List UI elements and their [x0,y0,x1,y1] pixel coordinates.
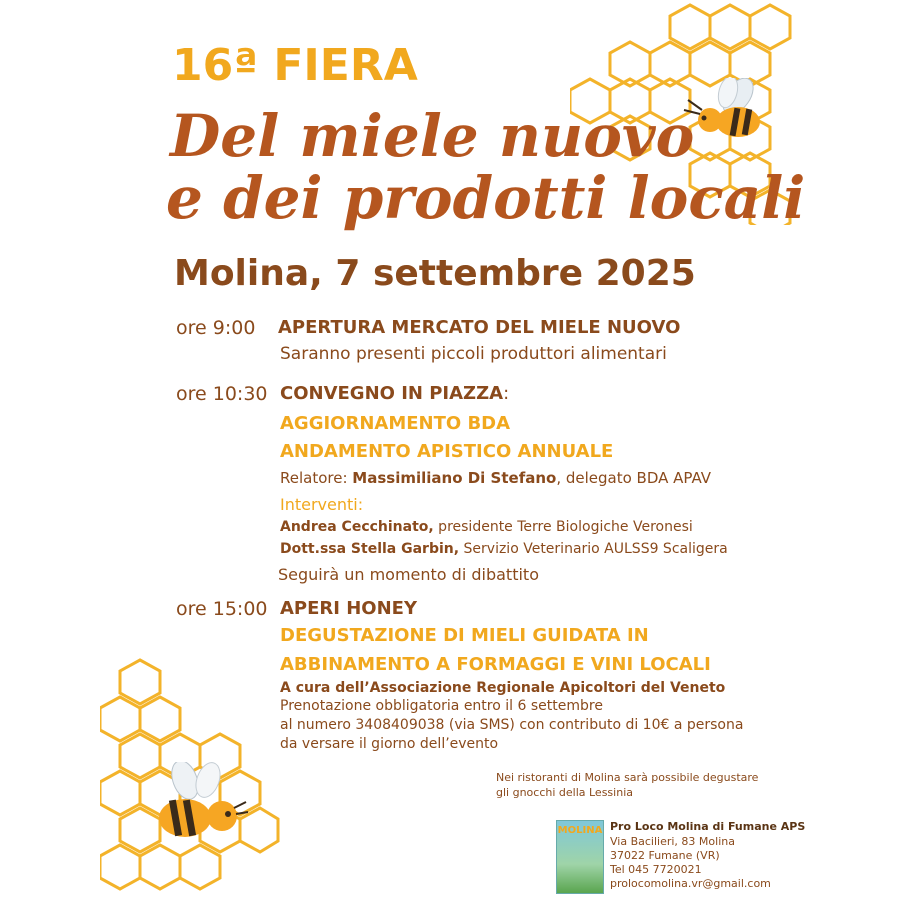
intervento-2 [280,541,728,557]
event1-note: Saranno presenti piccoli produttori alimentari [280,344,667,364]
interventi-label: Interventi: [280,495,364,514]
event2-title [280,383,509,404]
event3-booking1: Prenotazione obbligatoria entro il 6 settembre [280,698,603,714]
event2-topic2: ANDAMENTO APISTICO ANNUALE [280,441,614,462]
event3-organizer: A cura dell’Associazione Regionale Apicoltori del Veneto [280,680,726,696]
org-address1: Via Bacilieri, 83 Molina [610,835,735,848]
int1-name: Andrea Cecchinato, [280,519,434,535]
event2-followup: Seguirà un momento di dibattito [278,565,539,584]
event2-colon: : [503,383,510,404]
int1-role: presidente Terre Biologiche Veronesi [433,519,693,535]
place-date: Molina, 7 settembre 2025 [174,253,696,294]
restaurant-line2: gli gnocchi della Lessinia [496,786,633,799]
intervento-1 [280,519,693,535]
int2-role: Servizio Veterinario AULSS9 Scaligera [459,541,728,557]
restaurant-line1: Nei ristoranti di Molina sarà possibile degustare [496,771,759,784]
edition-label: 16ª FIERA [172,40,418,91]
event2-title-text: CONVEGNO IN PIAZZA [280,383,504,404]
speaker-role: , delegato BDA APAV [556,469,712,487]
title-line-2: e dei prodotti locali [166,164,806,232]
proloco-logo [556,820,604,894]
bee-bottom-icon [150,762,250,847]
event3-sub1: DEGUSTAZIONE DI MIELI GUIDATA IN [280,625,649,646]
event2-speaker [280,469,711,487]
event3-title: APERI HONEY [280,598,418,619]
title-line-1: Del miele nuovo [170,102,695,170]
event3-time: ore 15:00 [176,598,268,620]
event3-booking2: al numero 3408409038 (via SMS) con contributo di 10€ a persona [280,717,744,733]
speaker-name: Massimiliano Di Stefano [352,469,557,487]
logo-text: MOLINA [557,825,603,836]
event3-booking3: da versare il giorno dell’evento [280,736,499,752]
org-address2: 37022 Fumane (VR) [610,849,720,862]
org-phone: Tel 045 7720021 [610,863,702,876]
event3-sub2: ABBINAMENTO A FORMAGGI E VINI LOCALI [280,654,711,675]
event1-time: ore 9:00 [176,317,256,339]
event1-title: APERTURA MERCATO DEL MIELE NUOVO [278,317,681,338]
event2-topic1: AGGIORNAMENTO BDA [280,413,511,434]
int2-name: Dott.ssa Stella Garbin, [280,541,460,557]
event2-time: ore 10:30 [176,383,268,405]
org-name: Pro Loco Molina di Fumane APS [610,820,806,833]
org-email[interactable]: prolocomolina.vr@gmail.com [610,877,771,890]
speaker-label: Relatore: [280,469,353,487]
